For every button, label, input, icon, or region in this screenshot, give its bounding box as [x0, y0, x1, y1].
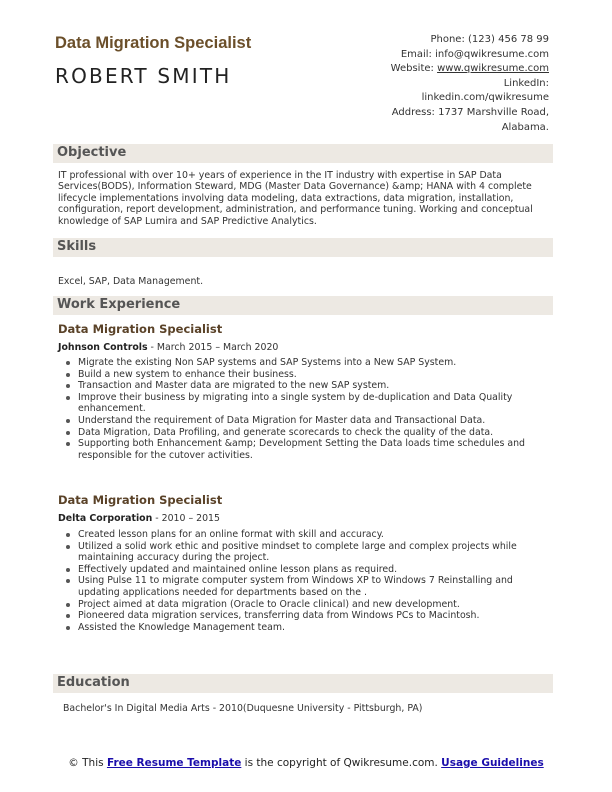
- usage-guidelines-link[interactable]: Usage Guidelines: [441, 757, 544, 769]
- objective-title: Objective: [57, 145, 127, 160]
- footer-middle: is the copyright of Qwikresume.com.: [241, 757, 442, 769]
- list-item: Build a new system to enhance their business.: [78, 369, 553, 381]
- job-title-1: Data Migration Specialist: [58, 322, 223, 336]
- list-item: Assisted the Knowledge Management team.: [78, 622, 553, 634]
- list-item: Effectively updated and maintained online lesson plans as required.: [78, 564, 553, 576]
- job-title-2: Data Migration Specialist: [58, 493, 223, 507]
- contact-linkedin-label-row: [309, 77, 549, 92]
- contact-address-row: [309, 106, 549, 121]
- job-dates-2: - 2010 – 2015: [152, 513, 220, 524]
- list-item: Data Migration, Data Profiling, and generate scorecards to check the quality of the data.: [78, 427, 553, 439]
- job-dates-1: - March 2015 – March 2020: [147, 342, 279, 353]
- work-section-header: [53, 296, 553, 315]
- email-label: Email:: [400, 48, 432, 60]
- objective-text: IT professional with over 10+ years of experience in the IT industry with expertise in SAP Data Services(BODS), Information Steward, MDG (Master Data Governance) &amp; HANA with 4 complete lifecycle implementations involving data modeling, data extractions, data migration, installation, configuration, report development, administration, and performance tuning. Working and conceptual knowledge of SAP Lumira and SAP Predictive Analytics.: [58, 170, 533, 227]
- education-text: Bachelor's In Digital Media Arts - 2010(Duquesne University - Pittsburgh, PA): [63, 703, 423, 714]
- address-line1: 1737 Marshville Road,: [438, 106, 549, 118]
- job-company-2: Delta Corporation: [58, 513, 153, 524]
- website-label: Website:: [390, 63, 434, 75]
- phone-label: Phone:: [430, 34, 465, 45]
- list-item: Supporting both Enhancement &amp; Development Setting the Data loads time schedules and responsible for the cutover activities.: [78, 438, 553, 461]
- skills-title: Skills: [57, 239, 97, 254]
- contact-website-row: [309, 62, 549, 77]
- free-resume-template-link[interactable]: Free Resume Template: [106, 757, 242, 769]
- list-item: Migrate the existing Non SAP systems and SAP Systems into a New SAP System.: [78, 357, 553, 369]
- address-label: Address:: [391, 106, 435, 118]
- footer-prefix: © This: [68, 757, 107, 769]
- list-item: Project aimed at data migration (Oracle to Oracle clinical) and new development.: [78, 599, 553, 611]
- address-line2: Alabama.: [501, 121, 549, 133]
- skills-section-header: [53, 238, 553, 257]
- list-item: Created lesson plans for an online format with skill and accuracy.: [78, 529, 553, 541]
- job-company-1: Johnson Controls: [58, 342, 148, 353]
- website-link[interactable]: www.qwikresume.com: [437, 63, 549, 75]
- list-item: Pioneered data migration services, transferring data from Windows PCs to Macintosh.: [78, 610, 553, 622]
- contact-linkedin-row: [309, 91, 549, 106]
- contact-email-row: [309, 48, 549, 63]
- education-section-header: [53, 674, 553, 693]
- list-item: Understand the requirement of Data Migration for Master data and Transactional Data.: [78, 415, 553, 427]
- education-title: Education: [57, 675, 130, 690]
- job-bullets-1: [78, 357, 553, 461]
- contact-phone-row: [309, 33, 549, 48]
- footer-copyright: [40, 757, 572, 770]
- skills-text: Excel, SAP, Data Management.: [58, 276, 204, 287]
- resume-job-title: Data Migration Specialist: [55, 34, 252, 52]
- list-item: Using Pulse 11 to migrate computer system from Windows XP to Windows 7 Reinstalling and updating applications needed for departments based on the .: [78, 575, 553, 598]
- list-item: Improve their business by migrating into a single system by de-duplication and Data Quality enhancement.: [78, 392, 553, 415]
- objective-section-header: [53, 144, 553, 163]
- contact-block: [309, 33, 549, 135]
- list-item: Utilized a solid work ethic and positive mindset to complete large and complex projects while maintaining accuracy during the project.: [78, 541, 553, 564]
- job-meta-1: [58, 342, 278, 353]
- contact-address-row-2: [309, 121, 549, 136]
- candidate-name: ROBERT SMITH: [55, 64, 232, 88]
- job-bullets-2: [78, 529, 553, 633]
- list-item: Transaction and Master data are migrated to the new SAP system.: [78, 380, 553, 392]
- linkedin-value: linkedin.com/qwikresume: [421, 92, 549, 104]
- phone-value: (123) 456 78 99: [468, 34, 549, 45]
- email-value: info@qwikresume.com: [435, 48, 549, 60]
- work-title: Work Experience: [57, 297, 181, 312]
- linkedin-label: LinkedIn:: [503, 77, 549, 89]
- job-meta-2: [58, 513, 220, 524]
